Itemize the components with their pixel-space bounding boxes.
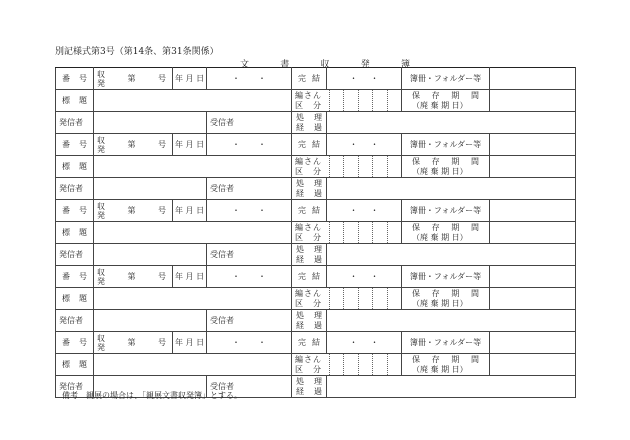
- classification-boxes[interactable]: [329, 222, 401, 243]
- subject-cell[interactable]: [94, 90, 292, 112]
- sender-label: 発信者: [56, 310, 94, 332]
- recipient-label: 受信者: [210, 118, 234, 127]
- completed-label: 完 結: [292, 68, 327, 90]
- recipient-label: 受信者: [210, 316, 234, 325]
- title-char: 収: [320, 60, 330, 70]
- subject-label: 標 題: [56, 156, 94, 178]
- retention-label: 保 存 期 間 （廃 棄 期 日）: [402, 354, 490, 376]
- subject-row: [56, 90, 576, 112]
- sender-cell[interactable]: [94, 310, 207, 332]
- date-cell[interactable]: ・ ・: [207, 266, 292, 288]
- process-cell[interactable]: [327, 310, 576, 332]
- classify-cell[interactable]: 編 さ ん 区 分: [292, 288, 402, 310]
- number-cell[interactable]: 収 発 第 号: [94, 134, 173, 156]
- subject-label: 標 題: [56, 354, 94, 376]
- sender-cell[interactable]: [94, 244, 207, 266]
- footnote: 備考 親展の場合は、「親展文書収発簿」とする。: [62, 391, 242, 400]
- sender-label: 発信者: [56, 244, 94, 266]
- recipient-label: 受信者: [210, 382, 234, 391]
- ledger-folder-cell[interactable]: [490, 266, 576, 288]
- date-label: 年 月 日: [173, 68, 207, 90]
- sender-cell[interactable]: [94, 112, 207, 134]
- ledger-folder-label: 簿冊・フォルダー等: [402, 332, 490, 354]
- number-cell[interactable]: 収 発 第 号: [94, 266, 173, 288]
- subject-cell[interactable]: [94, 156, 292, 178]
- completed-cell[interactable]: ・ ・: [327, 332, 402, 354]
- completed-label: 完 結: [292, 266, 327, 288]
- recipient-cell[interactable]: [207, 112, 292, 134]
- recipient-label: 受信者: [210, 184, 234, 193]
- form-number: 別記様式第3号（第14条、第31条関係）: [55, 47, 219, 57]
- sender-cell[interactable]: [94, 178, 207, 200]
- date-label: 年 月 日: [173, 332, 207, 354]
- subject-row: [56, 288, 576, 310]
- subject-cell[interactable]: [94, 288, 292, 310]
- process-cell[interactable]: [327, 178, 576, 200]
- process-label: 処 理 経 過: [292, 178, 327, 200]
- number-label: 番 号: [56, 200, 94, 222]
- date-label: 年 月 日: [173, 134, 207, 156]
- sender-label: 発信者: [56, 376, 94, 398]
- completed-cell[interactable]: ・ ・: [327, 68, 402, 90]
- date-cell[interactable]: ・ ・: [207, 200, 292, 222]
- classification-boxes[interactable]: [329, 156, 401, 177]
- recipient-cell[interactable]: [207, 244, 292, 266]
- sender-row: [56, 310, 576, 332]
- number-row: [56, 134, 576, 156]
- recipient-cell[interactable]: [207, 178, 292, 200]
- ledger-folder-cell[interactable]: [490, 134, 576, 156]
- ledger-folder-cell[interactable]: [490, 68, 576, 90]
- process-cell[interactable]: [327, 244, 576, 266]
- retention-label: 保 存 期 間 （廃 棄 期 日）: [402, 90, 490, 112]
- date-label: 年 月 日: [173, 266, 207, 288]
- classification-boxes[interactable]: [329, 288, 401, 309]
- process-label: 処 理 経 過: [292, 376, 327, 398]
- completed-cell[interactable]: ・ ・: [327, 200, 402, 222]
- title-char: 発: [360, 60, 370, 70]
- sender-label: 発信者: [56, 112, 94, 134]
- retention-label: 保 存 期 間 （廃 棄 期 日）: [402, 156, 490, 178]
- subject-cell[interactable]: [94, 222, 292, 244]
- number-cell[interactable]: 収 発 第 号: [94, 200, 173, 222]
- retention-label: 保 存 期 間 （廃 棄 期 日）: [402, 222, 490, 244]
- process-label: 処 理 経 過: [292, 112, 327, 134]
- sender-row: [56, 178, 576, 200]
- ledger-folder-label: 簿冊・フォルダー等: [402, 134, 490, 156]
- number-row: [56, 266, 576, 288]
- retention-cell[interactable]: [490, 90, 576, 112]
- classification-boxes[interactable]: [329, 90, 401, 111]
- number-label: 番 号: [56, 68, 94, 90]
- number-label: 番 号: [56, 332, 94, 354]
- completed-label: 完 結: [292, 200, 327, 222]
- title-char: 書: [280, 60, 290, 70]
- subject-label: 標 題: [56, 222, 94, 244]
- ledger-folder-label: 簿冊・フォルダー等: [402, 200, 490, 222]
- sender-row: [56, 112, 576, 134]
- number-row: [56, 68, 576, 90]
- subject-row: [56, 222, 576, 244]
- completed-label: 完 結: [292, 134, 327, 156]
- sender-label: 発信者: [56, 178, 94, 200]
- process-label: 処 理 経 過: [292, 244, 327, 266]
- ledger-folder-cell[interactable]: [490, 332, 576, 354]
- subject-row: [56, 156, 576, 178]
- process-cell[interactable]: [327, 112, 576, 134]
- ledger-folder-label: 簿冊・フォルダー等: [402, 266, 490, 288]
- number-row: [56, 332, 576, 354]
- completed-label: 完 結: [292, 332, 327, 354]
- classify-cell[interactable]: 編 さ ん 区 分: [292, 354, 402, 376]
- classify-cell[interactable]: 編 さ ん 区 分: [292, 90, 402, 112]
- subject-label: 標 題: [56, 288, 94, 310]
- completed-cell[interactable]: ・ ・: [327, 134, 402, 156]
- date-label: 年 月 日: [173, 200, 207, 222]
- process-label: 処 理 経 過: [292, 310, 327, 332]
- subject-row: [56, 354, 576, 376]
- subject-cell[interactable]: [94, 354, 292, 376]
- recipient-label: 受信者: [210, 250, 234, 259]
- date-cell[interactable]: ・ ・: [207, 68, 292, 90]
- title-char: 文: [240, 60, 250, 70]
- date-cell[interactable]: ・ ・: [207, 332, 292, 354]
- ledger-table: [55, 67, 576, 398]
- number-cell[interactable]: 収 発 第 号: [94, 68, 173, 90]
- completed-cell[interactable]: ・ ・: [327, 266, 402, 288]
- number-label: 番 号: [56, 134, 94, 156]
- sender-row: [56, 244, 576, 266]
- classify-cell[interactable]: 編 さ ん 区 分: [292, 156, 402, 178]
- ledger-folder-label: 簿冊・フォルダー等: [402, 68, 490, 90]
- number-row: [56, 200, 576, 222]
- title-char: 簿: [400, 60, 410, 70]
- retention-label: 保 存 期 間 （廃 棄 期 日）: [402, 288, 490, 310]
- retention-cell[interactable]: [490, 354, 576, 376]
- number-cell[interactable]: 収 発 第 号: [94, 332, 173, 354]
- recipient-cell[interactable]: [207, 310, 292, 332]
- date-cell[interactable]: ・ ・: [207, 134, 292, 156]
- classify-cell[interactable]: 編 さ ん 区 分: [292, 222, 402, 244]
- retention-cell[interactable]: [490, 156, 576, 178]
- subject-label: 標 題: [56, 90, 94, 112]
- retention-cell[interactable]: [490, 222, 576, 244]
- process-cell[interactable]: [327, 376, 576, 398]
- number-label: 番 号: [56, 266, 94, 288]
- ledger-folder-cell[interactable]: [490, 200, 576, 222]
- retention-cell[interactable]: [490, 288, 576, 310]
- classification-boxes[interactable]: [329, 354, 401, 375]
